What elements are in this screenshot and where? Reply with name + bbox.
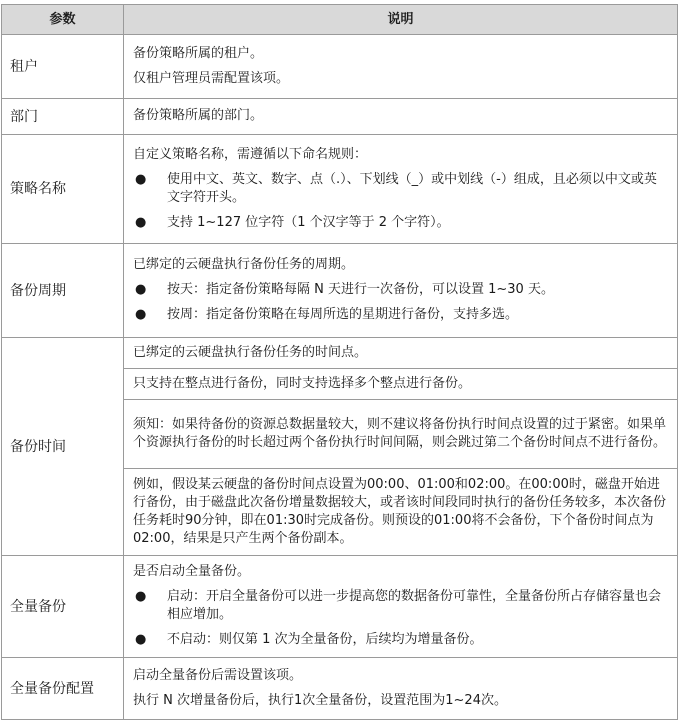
param-desc <box>124 99 678 135</box>
param-name: 策略名称 <box>2 135 124 244</box>
table-row-tenant <box>2 35 678 99</box>
bullet-icon: ● <box>135 307 147 322</box>
desc-line: 执行 N 次增量备份后，执行1次全量备份，设置范围为1~24次。 <box>133 692 507 708</box>
param-name: 租户 <box>2 35 124 99</box>
list-item <box>133 306 669 324</box>
table-header-row <box>2 5 678 35</box>
table-row-policy-name <box>2 135 678 244</box>
bullet-icon: ● <box>135 214 147 230</box>
param-name: 全量备份配置 <box>2 658 124 720</box>
param-name: 备份周期 <box>2 244 124 338</box>
list-item-text: 使用中文、英文、数字、点（.）、下划线（_）或中划线（-）组成，且必须以中文或英文字符开头。 <box>167 171 657 205</box>
table-row-backup-cycle <box>2 244 678 338</box>
list-item <box>133 214 669 232</box>
bullet-list <box>133 171 669 232</box>
table-row-backup-time <box>2 338 678 369</box>
param-name: 全量备份 <box>2 556 124 658</box>
desc-line: 备份策略所属的租户。 <box>133 45 264 61</box>
param-desc: 已绑定的云硬盘执行备份任务的时间点。 <box>124 338 678 369</box>
list-item <box>133 631 669 649</box>
bullet-icon: ● <box>135 589 147 604</box>
list-item-text: 按天：指定备份策略每隔 N 天进行一次备份，可以设置 1~30 天。 <box>167 282 554 297</box>
param-name: 备份时间 <box>2 338 124 556</box>
table-row-full-backup <box>2 556 678 658</box>
desc-intro: 是否启动全量备份。 <box>133 564 251 579</box>
param-desc: 只支持在整点进行备份，同时支持选择多个整点进行备份。 <box>124 369 678 400</box>
bullet-icon: ● <box>135 171 147 187</box>
example-text: 例如，假设某云硬盘的备份时间点设置为00:00、01:00和02:00。在00:00时，磁盘开始进行备份，由于磁盘此次备份增量数据较大，或者该时间段同时执行的备份任务较多，本次备份任务耗时90分钟，即在01:30时完成备份。则预设的01:00将不会备份，下个备份时间点为02:00，结果是只产生两个备份副本。 <box>124 469 678 556</box>
desc-line: 备份策略所属的部门。 <box>133 108 264 123</box>
param-desc <box>124 658 678 720</box>
list-item <box>133 171 669 207</box>
desc-intro: 已绑定的云硬盘执行备份任务的周期。 <box>133 257 355 272</box>
param-desc <box>124 556 678 658</box>
list-item-text: 支持 1~127 位字符（1 个汉字等于 2 个字符）。 <box>167 214 450 230</box>
list-item-text: 启动：开启全量备份可以进一步提高您的数据备份可靠性，全量备份所占存储容量也会相应增加。 <box>167 589 662 622</box>
bullet-list <box>133 588 669 649</box>
header-param: 参数 <box>2 5 124 35</box>
parameter-table <box>1 4 678 720</box>
param-desc <box>124 135 678 244</box>
list-item <box>133 588 669 624</box>
bullet-icon: ● <box>135 282 147 297</box>
param-name: 部门 <box>2 99 124 135</box>
bullet-icon: ● <box>135 632 147 647</box>
param-desc <box>124 244 678 338</box>
table-row-dept <box>2 99 678 135</box>
desc-line: 仅租户管理员需配置该项。 <box>133 70 290 86</box>
desc-line: 启动全量备份后需设置该项。 <box>133 667 303 683</box>
param-desc <box>124 35 678 99</box>
list-item-text: 按周：指定备份策略在每周所选的星期进行备份，支持多选。 <box>167 307 519 322</box>
list-item <box>133 281 669 299</box>
desc-intro: 自定义策略名称，需遵循以下命名规则： <box>133 146 368 162</box>
notice-text: 须知：如果待备份的资源总数据量较大，则不建议将备份执行时间点设置的过于紧密。如果单个资源执行备份的时长超过两个备份执行时间间隔，则会跳过第二个备份时间点不进行备份。 <box>124 400 678 469</box>
header-desc: 说明 <box>124 5 678 35</box>
list-item-text: 不启动：则仅第 1 次为全量备份，后续均为增量备份。 <box>167 632 483 647</box>
table-row-full-backup-config <box>2 658 678 720</box>
bullet-list <box>133 281 669 324</box>
